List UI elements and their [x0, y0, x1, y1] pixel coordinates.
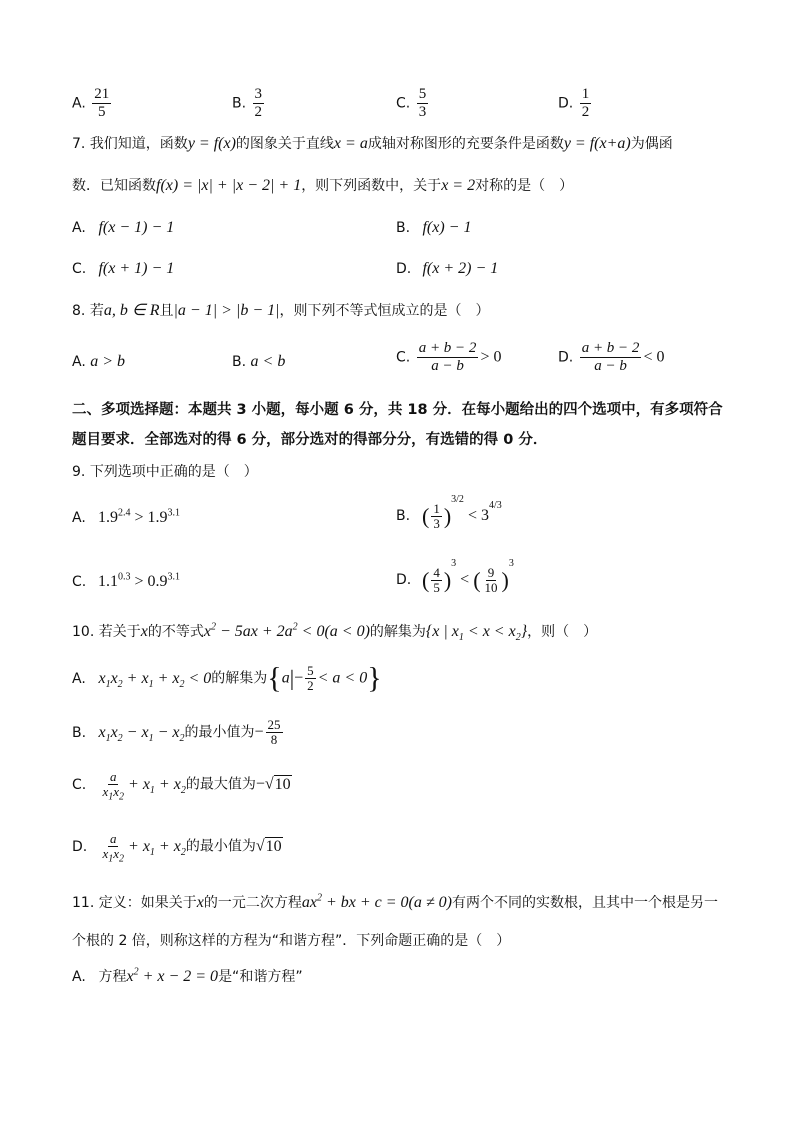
q7-option-d: D. f(x + 2) − 1	[396, 260, 499, 277]
q9-option-a: A. $1.9^{2.4} > 1.9^{3.1}$	[72, 507, 181, 526]
q9-stem: 9. 下列选项中正确的是（ ）	[72, 464, 258, 480]
q10-option-a: A. $x_1x_2 + x_1 + x_2 < 0$的解集为{a|− $\frac{5}{2}$ < a < 0}	[72, 661, 382, 695]
q9-option-c: C. $1.1^{0.3} > 0.9^{3.1}$	[72, 571, 181, 590]
q8-option-a: A. a > b	[72, 353, 126, 370]
q10-option-c: C. $\frac{a}{x_1x_2}$ + $x_1 + x_2$的最大值为−√10	[72, 769, 291, 803]
q6-options	[72, 76, 692, 120]
q6-option-a: A. $\frac{21}{5}$	[72, 86, 110, 120]
q11-option-a: A. 方程$x^2 + x - 2 = 0$是“和谐方程”	[72, 966, 303, 985]
q8-c-fraction: $\frac{a + b - 2}{a - b}$	[418, 340, 477, 374]
q8-stem: 8. 若a, b ∈ R且|a − 1| > |b − 1|，则下列不等式恒成立的是（ ）	[72, 302, 490, 319]
q8-options	[72, 340, 712, 384]
q8-option-d: D. $\frac{a + b - 2}{a - b}$ < 0	[558, 340, 665, 374]
q9-option-d: D. ( $\frac{4}{5}$ )$^3$ < ( $\frac{9}{10}$ )$^3$	[396, 558, 514, 595]
q6-option-b: B. $\frac{3}{2}$	[232, 86, 263, 120]
q8-option-b: B. a < b	[232, 353, 286, 370]
q7-stem-line2: 数．已知函数f(x) = |x| + |x − 2| + 1，则下列函数中，关于x = 2对称的是（ ）	[72, 177, 574, 194]
q7-stem-line1: 7. 我们知道，函数y = f(x)的图象关于直线x = a成轴对称图形的充要条件是函数y = f(x+a)为偶函	[72, 135, 673, 152]
q9-option-b: B. ( $\frac{1}{3}$ )$^{3/2} < 3^{4/3}$	[396, 494, 502, 531]
q10-option-d: D. $\frac{a}{x_1x_2}$ + $x_1 + x_2$的最小值为√10	[72, 831, 282, 865]
q11-stem-line2: 个根的 2 倍，则称这样的方程为“和谐方程”．下列命题正确的是（ ）	[72, 933, 511, 949]
q7-option-b: B. f(x) − 1	[396, 219, 472, 236]
section-heading-multiple-choice: 二、多项选择题：本题共 3 小题，每小题 6 分，共 18 分．在每小题给出的四个选项中，有多项符合题目要求．全部选对的得 6 分，部分选对的得部分分，有选错的得 0 分．	[72, 402, 723, 448]
q11-stem-line1: 11. 定义：如果关于x的一元二次方程$ax^2$ + bx + c = 0(a ≠ 0)有两个不同的实数根，且其中一个根是另一	[72, 892, 718, 911]
q6-c-fraction: $\frac{5}{3}$	[418, 86, 427, 120]
q7-option-a: A. f(x − 1) − 1	[72, 219, 175, 236]
q6-b-fraction: $\frac{3}{2}$	[254, 86, 263, 120]
q10-stem: 10. 若关于x的不等式$x^2 - 5ax + 2a^2 < 0(a < 0)$的解集为{x | $x_1 < x < x_2$}，则（ ）	[72, 621, 598, 644]
q8-d-fraction: $\frac{a + b - 2}{a - b}$	[581, 340, 640, 374]
q10-option-b: B. $x_1x_2 - x_1 - x_2$的最小值为− $\frac{25}{8}$	[72, 717, 281, 747]
q7-option-c: C. f(x + 1) − 1	[72, 260, 175, 277]
q6-option-d: D. $\frac{1}{2}$	[558, 86, 590, 120]
q6-a-fraction: $\frac{21}{5}$	[94, 86, 110, 120]
q8-option-c: C. $\frac{a + b - 2}{a - b}$ > 0	[396, 340, 502, 374]
q6-option-c: C. $\frac{5}{3}$	[396, 86, 427, 120]
q6-d-fraction: $\frac{1}{2}$	[581, 86, 590, 120]
